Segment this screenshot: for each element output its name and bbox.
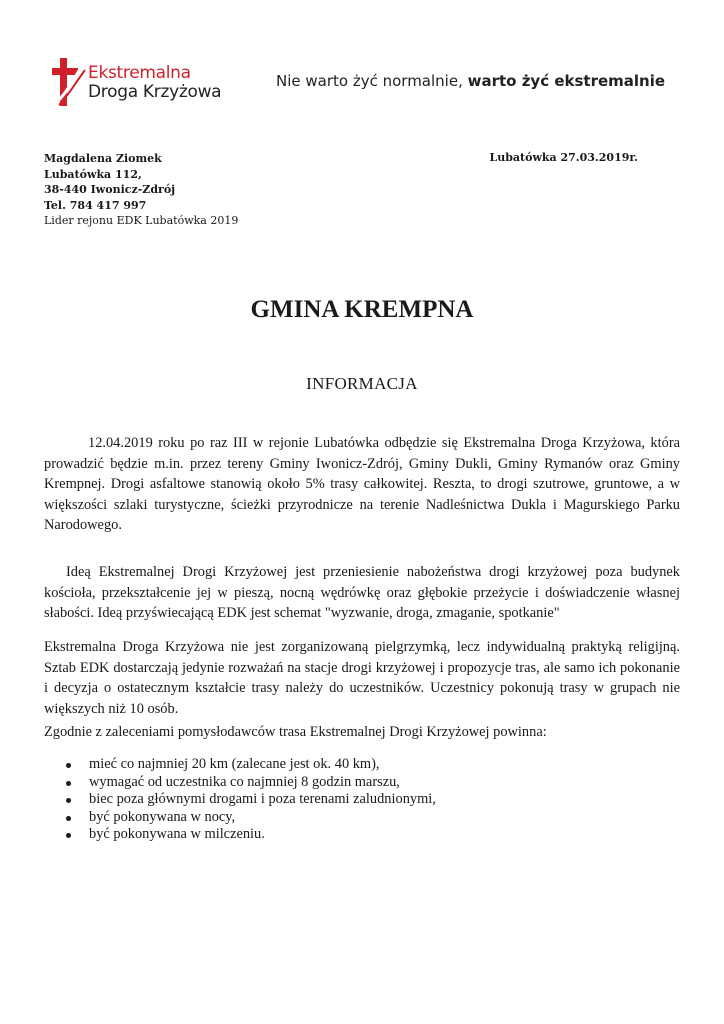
letter-date: Lubatówka 27.03.2019r. <box>489 151 638 164</box>
slogan-normal: Nie warto żyć normalnie <box>276 72 459 90</box>
paragraph-idea: Ideą Ekstremalnej Drogi Krzyżowej jest przeniesienie nabożeństwa drogi krzyżowej poza budynek kościoła, przekształcenie jej w pieszą, nocną wędrówkę oraz głębokie przeżycie i doświadczenie własnej słabości. Ideą przyświecającą EDK jest schemat "wyzwanie, droga, zmaganie, spotkanie" <box>44 564 680 621</box>
sender-block <box>44 151 238 229</box>
slogan-separator: , <box>458 72 468 90</box>
list-item: biec poza głównymi drogami i poza terenami zaludnionymi, <box>44 791 436 809</box>
document-title: GMINA KREMPNA <box>250 296 474 323</box>
document-subtitle: INFORMACJA <box>306 374 418 393</box>
list-item: wymagać od uczestnika co najmniej 8 godzin marszu, <box>44 774 436 792</box>
paragraph-intro: 12.04.2019 roku po raz III w rejonie Lubatówka odbędzie się Ekstremalna Droga Krzyżowa, która prowadzić będzie m.in. przez tereny Gminy Iwonicz-Zdrój, Gminy Dukli, Gminy Rymanów oraz Gminy Krempnej. Drogi asfaltowe stanowią około 5% trasy całkowitej. Reszta, to drogi szutrowe, gruntowe, a w większości szlaki turystyczne, ścieżki przyrodnicze na terenie Nadleśnictwa Dukla i Magurskiego Parku Narodowego. <box>44 435 680 533</box>
paragraph-recommendations: Zgodnie z zaleceniami pomysłodawców trasa Ekstremalnej Drogi Krzyżowej powinna: <box>44 724 547 740</box>
slogan <box>276 72 665 90</box>
sender-name: Magdalena Ziomek <box>44 152 162 165</box>
list-item: mieć co najmniej 20 km (zalecane jest ok. 40 km), <box>44 756 436 774</box>
edk-logo <box>50 58 250 110</box>
list-item: być pokonywana w nocy, <box>44 809 436 827</box>
sender-address-line1: Lubatówka 112, <box>44 167 142 181</box>
requirements-list <box>44 756 436 844</box>
slogan-bold: warto żyć ekstremalnie <box>467 72 666 90</box>
list-item: być pokonywana w milczeniu. <box>44 826 436 844</box>
logo-text-line1: Ekstremalna <box>88 63 191 83</box>
sender-phone: Tel. 784 417 997 <box>44 198 147 212</box>
sender-role: Lider rejonu EDK Lubatówka 2019 <box>44 214 239 228</box>
cross-road-icon <box>50 58 86 106</box>
paragraph-organization: Ekstremalna Droga Krzyżowa nie jest zorganizowaną pielgrzymką, lecz indywidualną praktyką religijną. Sztab EDK dostarczają jedynie rozważań na stacje drogi krzyżowej i propozycje tras, ale samo ich pokonanie i decyzja o ostatecznym kształcie trasy należy do uczestników. Uczestnicy pokonują trasy w grupach nie większych niż 10 osób. <box>44 639 680 717</box>
logo-text-line2: Droga Krzyżowa <box>88 82 222 102</box>
sender-address-line2: 38-440 Iwonicz-Zdrój <box>44 183 176 197</box>
